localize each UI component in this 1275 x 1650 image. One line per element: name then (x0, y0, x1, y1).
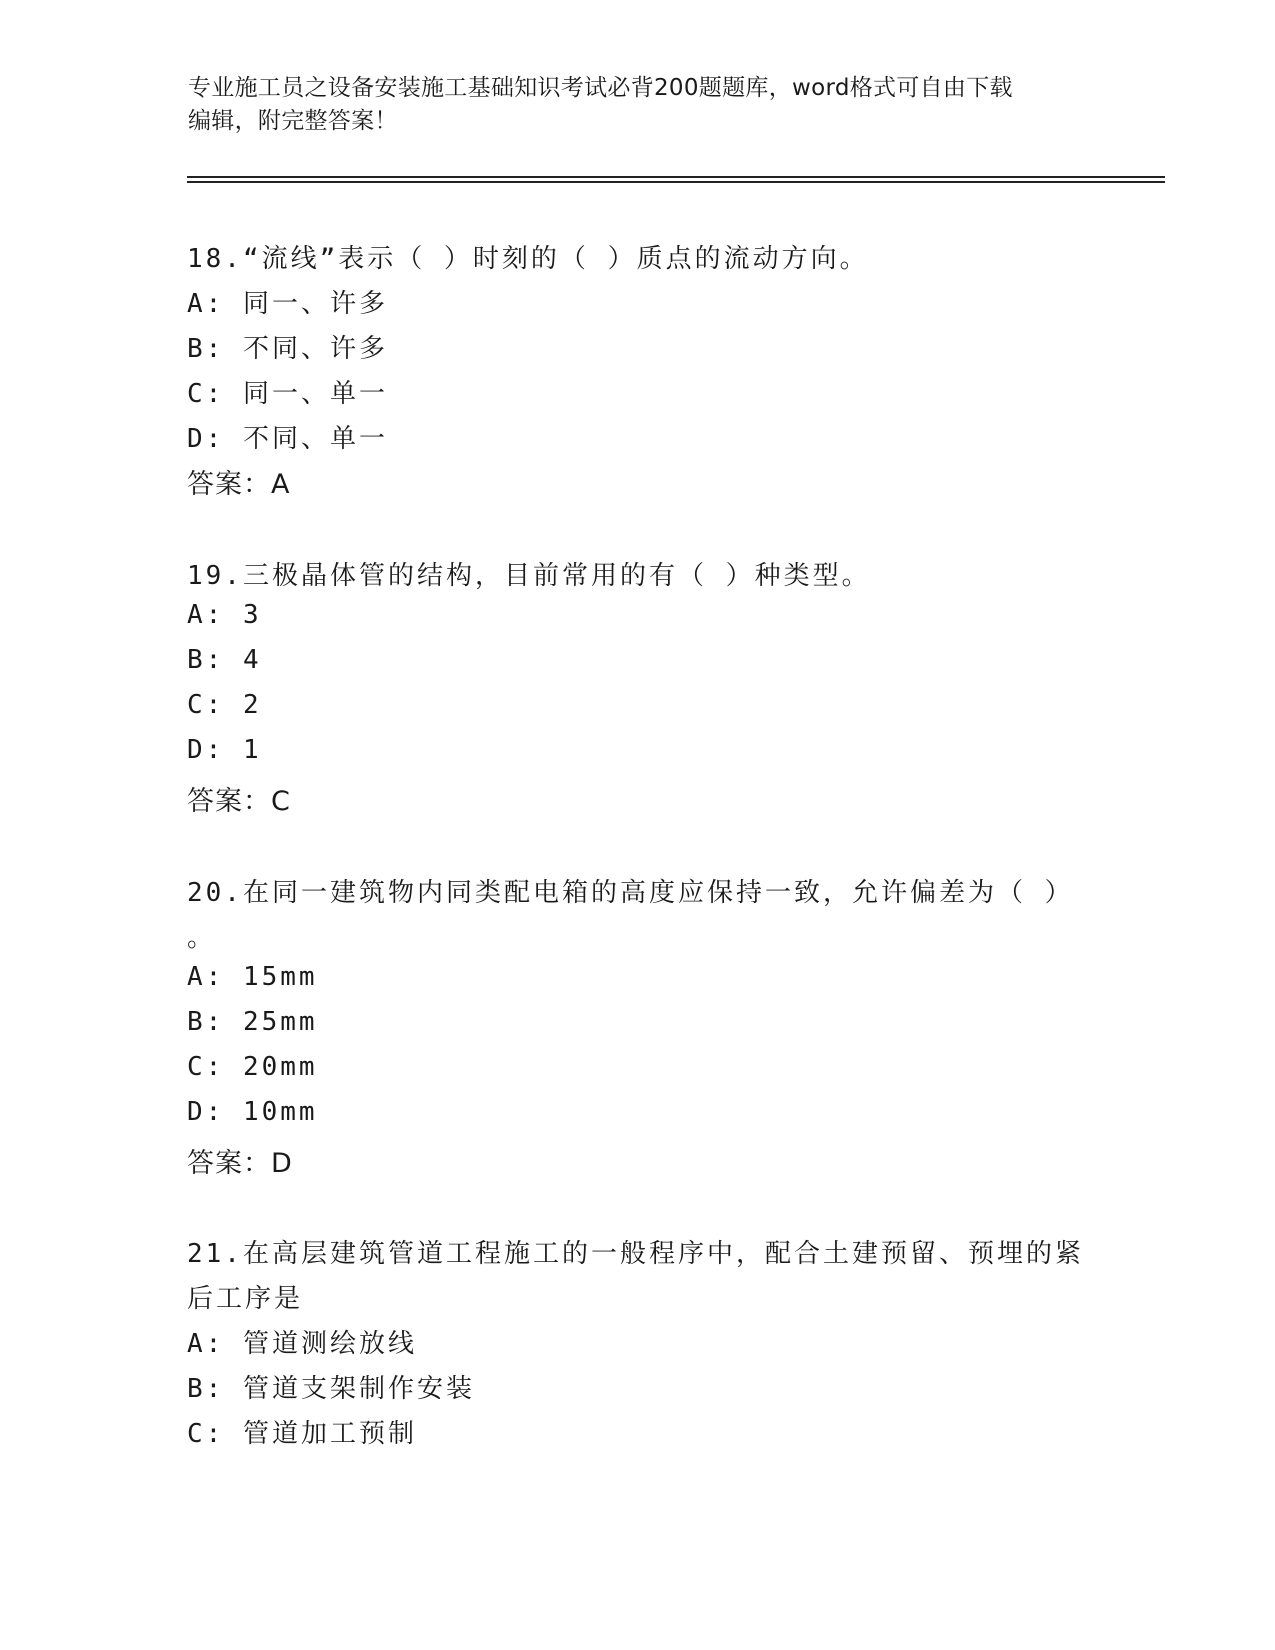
question-18-option-d: D: 不同、单一 (187, 424, 388, 454)
question-21-stem-continued: 后工序是 (187, 1284, 304, 1314)
document-header (188, 72, 1068, 138)
question-21-option-b: B: 管道支架制作安装 (187, 1374, 475, 1404)
question-20-stem: 20.在同一建筑物内同类配电箱的高度应保持一致，允许偏差为（ ） (187, 878, 1074, 908)
question-19-option-c: C: 2 (187, 690, 262, 720)
question-19-option-a: A: 3 (187, 600, 262, 630)
question-19-option-d: D: 1 (187, 735, 262, 765)
question-21-option-a: A: 管道测绘放线 (187, 1329, 417, 1359)
question-21-option-c: C: 管道加工预制 (187, 1419, 417, 1449)
header-divider-bottom (187, 181, 1165, 183)
question-18-stem: 18.“流线”表示（ ）时刻的（ ）质点的流动方向。 (187, 244, 869, 274)
question-20-option-d: D: 10mm (187, 1097, 318, 1127)
question-18-option-b: B: 不同、许多 (187, 334, 388, 364)
question-20-option-a: A: 15mm (187, 962, 318, 992)
question-20-stem-continued: 。 (187, 923, 217, 953)
question-19-option-b: B: 4 (187, 645, 262, 675)
question-20-option-b: B: 25mm (187, 1007, 318, 1037)
header-line-1: 专业施工员之设备安装施工基础知识考试必背200题题库，word格式可自由下载 (188, 75, 1013, 101)
header-line-2: 编辑，附完整答案！ (188, 108, 398, 134)
question-20-answer: 答案：D (187, 1148, 293, 1179)
question-19-answer: 答案：C (187, 786, 291, 817)
question-18-answer: 答案：A (187, 469, 291, 500)
question-20-option-c: C: 20mm (187, 1052, 318, 1082)
question-19-stem: 19.三极晶体管的结构，目前常用的有（ ）种类型。 (187, 561, 871, 591)
question-21-stem: 21.在高层建筑管道工程施工的一般程序中，配合土建预留、预埋的紧 (187, 1239, 1084, 1269)
question-18-option-a: A: 同一、许多 (187, 289, 388, 319)
question-18-option-c: C: 同一、单一 (187, 379, 388, 409)
header-divider-top (187, 176, 1165, 178)
